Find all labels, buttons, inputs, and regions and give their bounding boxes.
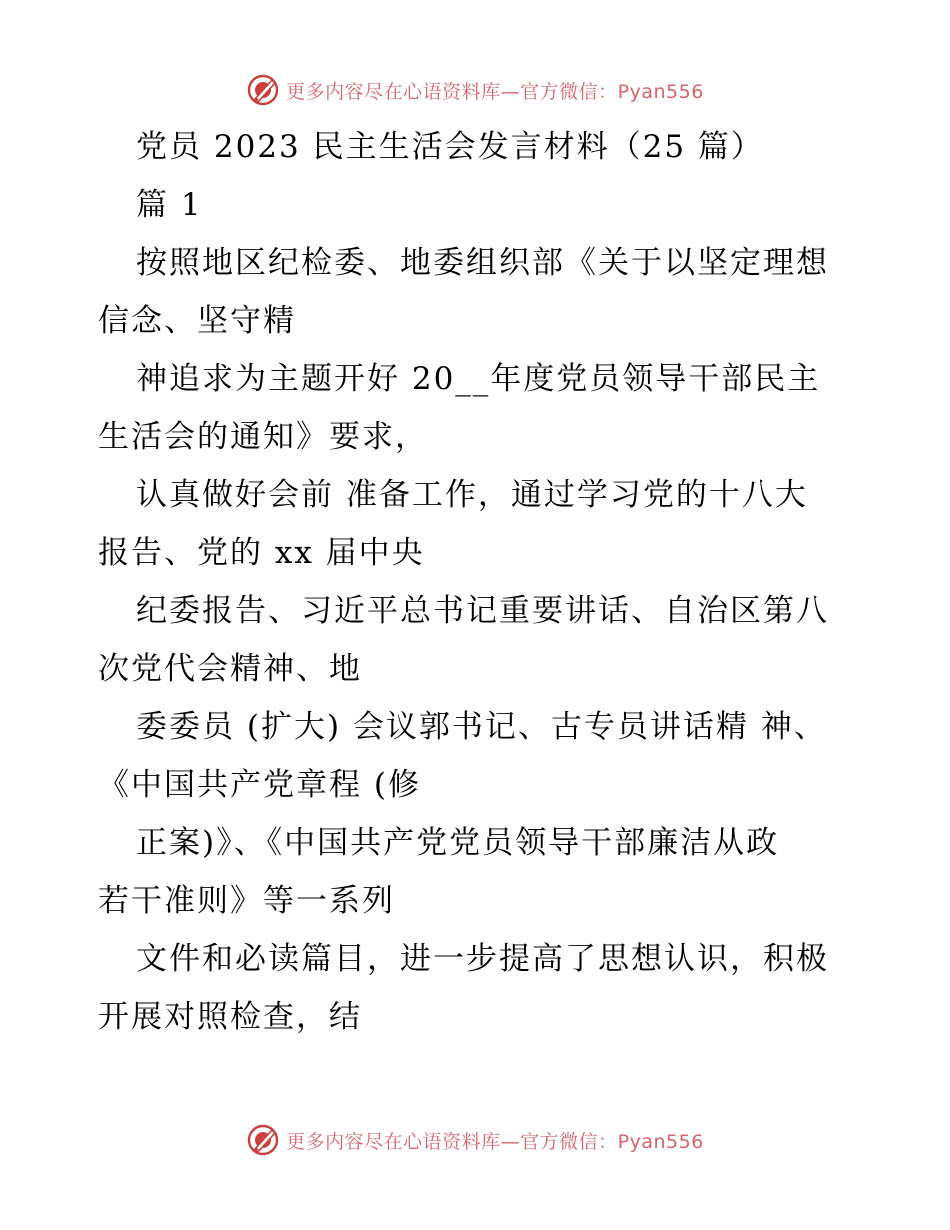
text-line: 次党代会精神、地 (98, 651, 362, 687)
text-line: 若干准则》等一系列 (98, 883, 395, 919)
text-line: 认真做好会前 准备工作，通过学习党的十八大 (136, 477, 808, 513)
text-line: 《中国共产党章程 (修 (98, 767, 421, 803)
document-title: 党员 2023 民主生活会发言材料（25 篇） (136, 129, 764, 165)
footer-dash: — (500, 1130, 521, 1153)
text-line: 报告、党的 xx 届中央 (98, 535, 425, 571)
text-line: 纪委报告、习近平总书记重要讲话、自治区第八 (136, 593, 829, 629)
pen-logo-icon (246, 1123, 280, 1157)
footer-banner (0, 1120, 950, 1160)
text-line: 信念、坚守精 (98, 303, 296, 339)
header-dash: — (500, 80, 521, 103)
footer-text (286, 1127, 704, 1154)
header-banner (0, 70, 950, 110)
text-line: 开展对照检查，结 (98, 999, 362, 1035)
header-site-text: 更多内容尽在心语资料库 (286, 80, 501, 103)
text-line: 正案)》、《中国共产党党员领导干部廉洁从政 (136, 825, 780, 861)
text-line: 文件和必读篇目，进一步提高了思想认识，积极 (136, 941, 829, 977)
document-body (98, 118, 858, 1046)
footer-wechat-text: 官方微信：Pyan556 (520, 1130, 704, 1153)
text-line: 神追求为主题开好 20__年度党员领导干部民主 (136, 361, 821, 397)
text-line: 生活会的通知》要求， (98, 419, 428, 455)
header-wechat-text: 官方微信：Pyan556 (520, 80, 704, 103)
text-line: 委委员 (扩大) 会议郭书记、古专员讲话精 神、 (136, 709, 827, 745)
text-line: 按照地区纪检委、地委组织部《关于以坚定理想 (136, 245, 829, 281)
footer-site-text: 更多内容尽在心语资料库 (286, 1130, 501, 1153)
pen-logo-icon (246, 73, 280, 107)
header-text (286, 77, 704, 104)
section-heading: 篇 1 (136, 187, 203, 223)
